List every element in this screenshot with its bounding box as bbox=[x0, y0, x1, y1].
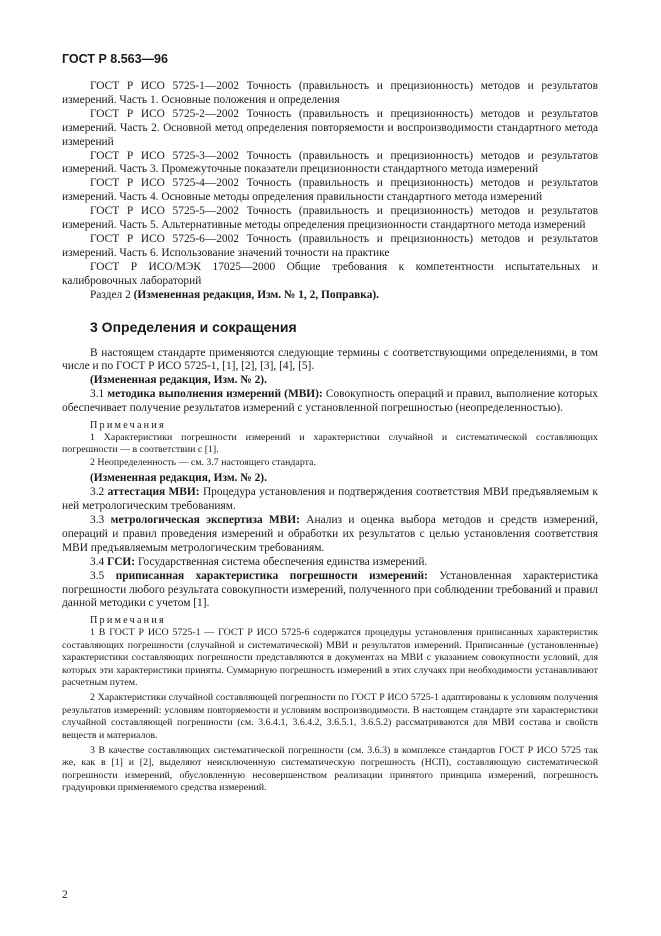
note-item: 2 Характеристики случайной составляющей погрешности по ГОСТ Р ИСО 5725-1 адаптированы к условиям получения результатов измерений: условиям повторяемости и условиям воспроизводимости. В настоящем стандарте эти характеристики случайной составляющей погрешности (см. 3.6.4.1, 3.6.4.2, 3.6.5.1, 3.6.5.2) рассматриваются для МВИ состава и свойств веществ и материалов. bbox=[62, 692, 598, 741]
notes-label: Примечания bbox=[90, 420, 166, 432]
term-number: 3.1 bbox=[90, 388, 105, 401]
term-name: аттестация МВИ: bbox=[107, 486, 200, 499]
term-definition: Совокупность операций и правил, выполнение которых обеспечивает получение результатов измерений с установленной погрешностью (неопределенностью). bbox=[62, 388, 598, 415]
term-3-3 bbox=[62, 514, 598, 556]
document-page bbox=[62, 52, 598, 795]
term-name: приписанная характеристика погрешности измерений: bbox=[115, 569, 428, 582]
term-number: 3.4 bbox=[90, 555, 105, 568]
term-number: 3.3 bbox=[90, 513, 105, 526]
page-header: ГОСТ Р 8.563—96 bbox=[62, 52, 168, 66]
term-number: 3.5 bbox=[90, 569, 105, 582]
section-intro: В настоящем стандарте применяются следующие термины с соответствующими определениями, в том числе и по ГОСТ Р ИСО 5725-1, [1], [2], [3], [4], [5]. bbox=[62, 346, 598, 373]
note-item: 1 Характеристики погрешности измерений и характеристики случайной и систематической составляющих погрешности — в соответствии с [1]. bbox=[62, 432, 598, 456]
term-name: методика выполнения измерений (МВИ): bbox=[107, 388, 323, 401]
ref-item: ГОСТ Р ИСО 5725-6—2002 Точность (правильность и прецизионность) методов и результатов измерений. Часть 6. Использование значений точности на практике bbox=[62, 232, 598, 259]
term-name: ГСИ: bbox=[107, 555, 136, 568]
notes-label: Примечания bbox=[90, 615, 166, 627]
section2-label: Раздел 2 bbox=[90, 288, 131, 301]
section2-note bbox=[62, 289, 598, 303]
ref-item: ГОСТ Р ИСО 5725-3—2002 Точность (правильность и прецизионность) методов и результатов измерений. Часть 3. Промежуточные показатели прецизионности стандартного метода измерений bbox=[62, 149, 598, 176]
note-item: 3 В качестве составляющих систематической погрешности (см. 3.6.3) в комплексе стандартов ГОСТ Р ИСО 5725 так же, как в [1] и [2], выделяют неисключенную систематическую погрешность (НСП), составляющую систематической погрешности измерений, обусловленную несовершенством реализации принятого принципа измерений, погрешность градуировки применяемого средства измерений. bbox=[62, 744, 598, 794]
note-item: 2 Неопределенность — см. 3.7 настоящего стандарта. bbox=[90, 456, 316, 468]
note-item: 1 В ГОСТ Р ИСО 5725-1 — ГОСТ Р ИСО 5725-6 содержатся процедуры установления приписанных характеристик составляющих погрешности (случайной и систематической) МВИ и результатов измерений. Приписанные (установленные) характеристики составляющих погрешности представляются в документах на МВИ с указанием совокупности условий, для которых эти характеристики приняты. Суммарную погрешность измерений в этих случаях при необходимости устанавливают расчетным путем. bbox=[62, 627, 598, 688]
term-3-5 bbox=[62, 570, 598, 612]
term-3-2 bbox=[62, 486, 598, 514]
term-name: метрологическая экспертиза МВИ: bbox=[110, 513, 300, 526]
edit-note: (Измененная редакция, Изм. № 2). bbox=[90, 374, 267, 387]
edit-note: (Измененная редакция, Изм. № 1, 2, Поправка). bbox=[133, 288, 380, 301]
ref-item: ГОСТ Р ИСО 5725-4—2002 Точность (правильность и прецизионность) методов и результатов измерений. Часть 4. Основные методы определения правильности стандартного метода измерений bbox=[62, 177, 598, 204]
section-title: 3 Определения и сокращения bbox=[90, 318, 297, 335]
ref-item: ГОСТ Р ИСО/МЭК 17025—2000 Общие требования к компетентности испытательных и калибровочных лабораторий bbox=[62, 260, 598, 287]
term-number: 3.2 bbox=[90, 486, 105, 499]
term-definition: Установленная характеристика погрешности любого результата совокупности измерений, полученного при соблюдении требований и правил данной методики с учетом [1]. bbox=[62, 569, 599, 610]
term-definition: Государственная система обеспечения единства измерений. bbox=[137, 555, 428, 568]
ref-item: ГОСТ Р ИСО 5725-5—2002 Точность (правильность и прецизионность) методов и результатов измерений. Часть 5. Альтернативные методы определения прецизионности стандартного метода измерений bbox=[62, 205, 598, 232]
ref-item: ГОСТ Р ИСО 5725-2—2002 Точность (правильность и прецизионность) методов и результатов измерений. Часть 2. Основной метод определения повторяемости и воспроизводимости стандартного метода измерений bbox=[62, 107, 598, 148]
ref-item: ГОСТ Р ИСО 5725-1—2002 Точность (правильность и прецизионность) методов и результатов измерений. Часть 1. Основные положения и определения bbox=[62, 80, 598, 106]
page-number: 2 bbox=[62, 889, 68, 901]
term-definition: Анализ и оценка выбора методов и средств измерений, операций и правил проведения измерений и обработки их результатов с целью установления соответствия МВИ предъявляемым метрологическим требованиям. bbox=[62, 513, 598, 554]
term-3-4 bbox=[62, 556, 598, 570]
edit-note: (Измененная редакция, Изм. № 2). bbox=[90, 472, 267, 485]
term-definition: Процедура установления и подтверждения соответствия МВИ предъявляемым к ней метрологическим требованиям. bbox=[62, 486, 598, 513]
term-3-1 bbox=[62, 388, 598, 416]
